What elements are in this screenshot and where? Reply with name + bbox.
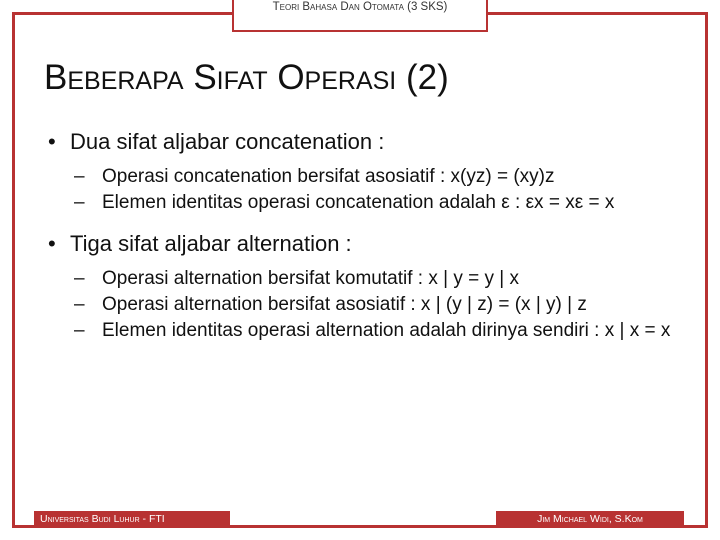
sub-item [48,164,688,190]
sub-dash: – [74,320,85,341]
sub-text: Elemen identitas operasi concatenation adalah ε : εx = xε = x [102,192,615,213]
sub-dash: – [74,166,85,187]
bullet-item [48,230,688,258]
bullet-item [48,128,688,156]
bullet-text: Tiga sifat aljabar alternation : [70,231,352,256]
bullet-group-alternation [48,230,688,344]
sub-text: Operasi alternation bersifat komutatif : x | y = y | x [102,268,519,289]
bullet-group-concatenation [48,128,688,216]
page-title: Beberapa Sifat Operasi (2) [44,58,449,97]
bullet-text: Dua sifat aljabar concatenation : [70,129,385,154]
slide-content [48,128,688,358]
bullet-dot: • [48,129,56,154]
sub-dash: – [74,268,85,289]
sub-text: Elemen identitas operasi alternation adalah dirinya sendiri : x | x = x [102,320,671,341]
footer-institution: Universitas Budi Luhur - FTI [34,511,230,528]
sub-dash: – [74,192,85,213]
sub-item [48,318,688,344]
sub-text: Operasi alternation bersifat asosiatif : x | (y | z) = (x | y) | z [102,294,587,315]
bullet-dot: • [48,231,56,256]
footer-author: Jim Michael Widi, S.Kom [496,511,684,528]
sub-item [48,266,688,292]
sub-dash: – [74,294,85,315]
sub-text: Operasi concatenation bersifat asosiatif : x(yz) = (xy)z [102,166,555,187]
sub-item [48,190,688,216]
course-header: Teori Bahasa Dan Otomata (3 SKS) [232,0,488,32]
sub-item [48,292,688,318]
